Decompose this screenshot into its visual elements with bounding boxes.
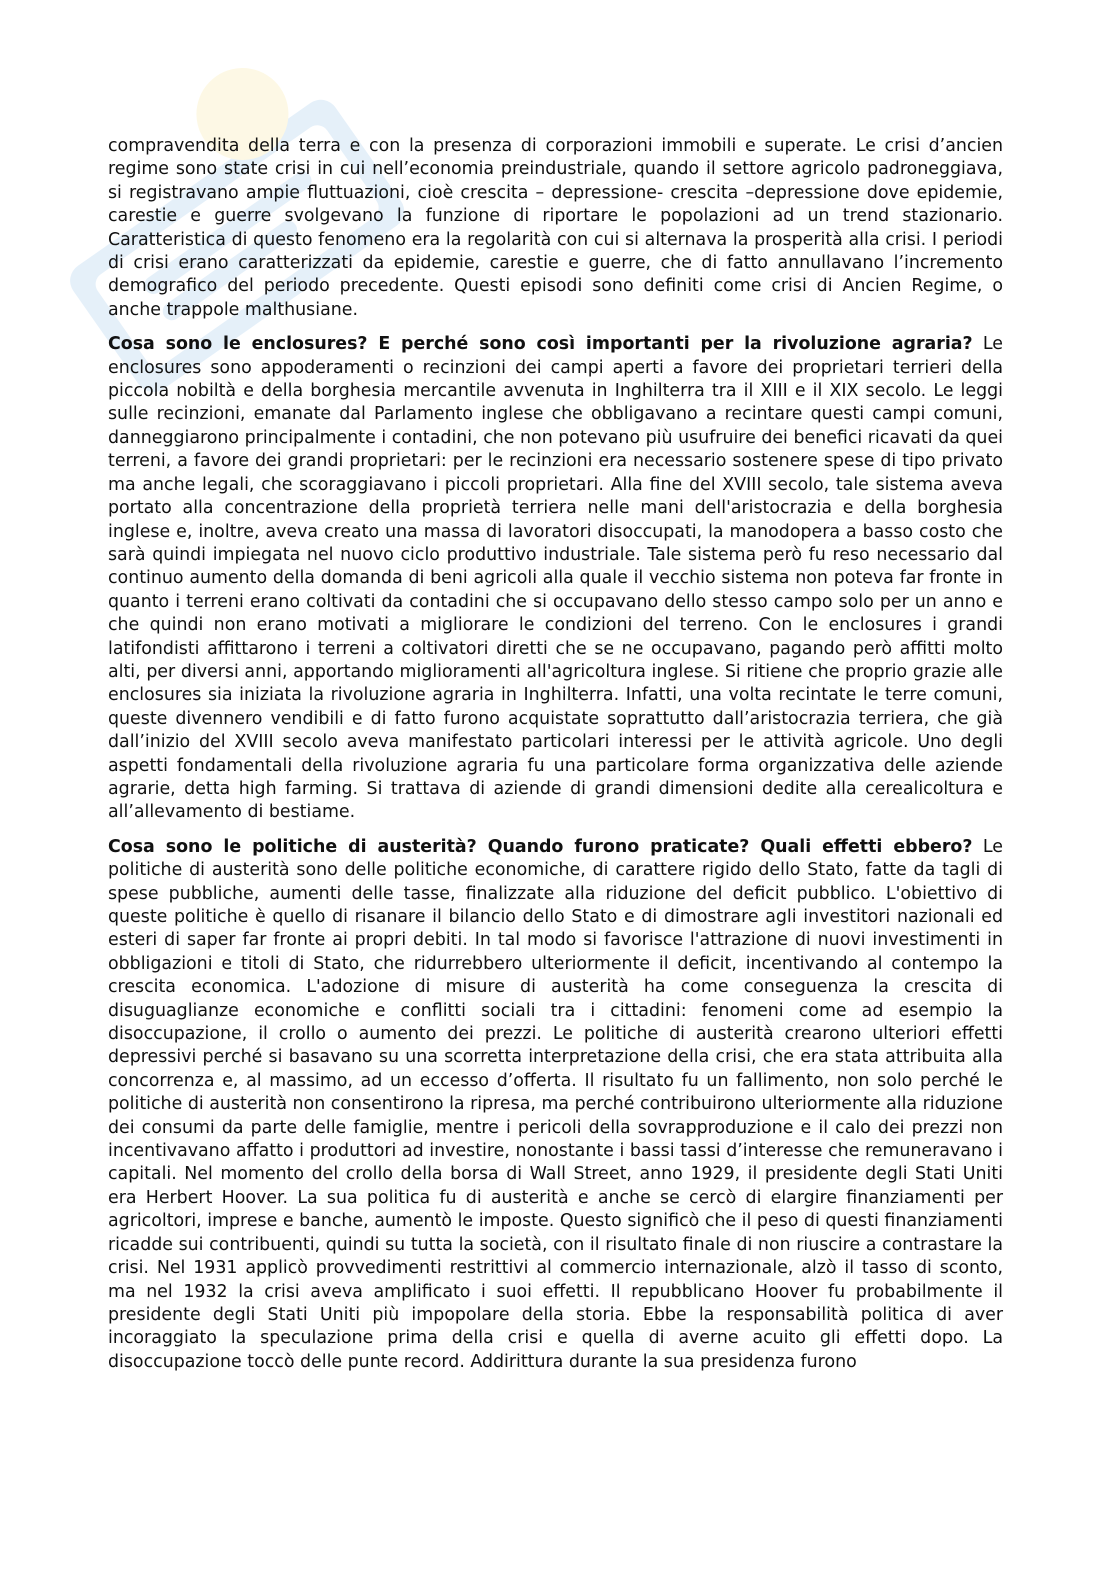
paragraph-body: Le enclosures sono appoderamenti o recinzioni dei campi aperti a favore dei proprietari terrieri della piccola nobiltà e della borghesia mercantile avvenuta in Inghilterra tra il XIII e il XIX secolo. Le leggi sulle recinzioni, emanate dal Parlamento inglese che obbligavano a recintare questi campi comuni, danneggiarono principalmente i contadini, che non potevano più usufruire dei benefici ricavati da quei terreni, a favore dei grandi proprietari: per le recinzioni era necessario sostenere spese di tipo privato ma anche legali, che scoraggiavano i piccoli proprietari. Alla fine del XVIII secolo, tale sistema aveva portato alla concentrazione della proprietà terriera nelle mani dell'aristocrazia e della borghesia inglese e, inoltre, aveva creato una massa di lavoratori disoccupati, la manodopera a basso costo che sarà quindi impiegata nel nuovo ciclo produttivo industriale. Tale sistema però fu reso necessario dal continuo aumento della domanda di beni agricoli alla quale il vecchio sistema non poteva far fronte in quanto i terreni erano coltivati da contadini che si occupavano dello stesso campo solo per un anno e che quindi non erano motivati a migliorare le condizioni del terreno. Con le enclosures i grandi latifondisti affittarono i terreni a coltivatori diretti che se ne occupavano, pagando però affitti molto alti, per diversi anni, apportando miglioramenti all'agricoltura inglese. Si ritiene che proprio grazie alle enclosures sia iniziata la rivoluzione agraria in Inghilterra. Infatti, una volta recintate le terre comuni, queste divennero vendibili e di fatto furono acquistate soprattutto dall’aristocrazia terriera, che già dall’inizio del XVIII secolo aveva manifestato particolari interessi per le attività agricole. Uno degli aspetti fondamentali della rivoluzione agraria fu una particolare forma organizzativa delle aziende agrarie, detta high farming. Si trattava di aziende di grandi dimensioni dedite alla cerealicoltura e all’allevamento di bestiame.: [108, 334, 1003, 823]
paragraph-body: Le politiche di austerità sono delle politiche economiche, di carattere rigido dello Stato, fatte da tagli di spese pubbliche, aumenti delle tasse, finalizzate alla riduzione del deficit pubblico. L'obiettivo di queste politiche è quello di risanare il bilancio dello Stato e di dimostrare agli investitori nazionali ed esteri di saper far fronte ai propri debiti. In tal modo si favorisce l'attrazione di nuovi investimenti in obbligazioni e titoli di Stato, che ridurrebbero ulteriormente il deficit, incentivando al contempo la crescita economica. L'adozione di misure di austerità ha come conseguenza la crescita di disuguaglianze economiche e conflitti sociali tra i cittadini: fenomeni come ad esempio la disoccupazione, il crollo o aumento dei prezzi. Le politiche di austerità crearono ulteriori effetti depressivi perché si basavano su una scorretta interpretazione della crisi, che era stata attribuita alla concorrenza e, al massimo, ad un eccesso d’offerta. Il risultato fu un fallimento, non solo perché le politiche di austerità non consentirono la ripresa, ma perché contribuirono ulteriormente alla riduzione dei consumi da parte delle famiglie, mentre i pericoli della sovrapproduzione e il calo dei prezzi non incentivavano affatto i produttori ad investire, nonostante i bassi tassi d’interesse che remuneravano i capitali. Nel momento del crollo della borsa di Wall Street, anno 1929, il presidente degli Stati Uniti era Herbert Hoover. La sua politica fu di austerità e anche se cercò di elargire finanziamenti per agricoltori, imprese e banche, aumentò le imposte. Questo significò che il peso di questi finanziamenti ricadde sui contribuenti, quindi su tutta la società, con il risultato finale di non riuscire a contrastare la crisi. Nel 1931 applicò provvedimenti restrittivi al commercio internazionale, alzò il tasso di sconto, ma nel 1932 la crisi aveva amplificato i suoi effetti. Il repubblicano Hoover fu probabilmente il presidente degli Stati Uniti più impopolare della storia. Ebbe la responsabilità politica di aver incoraggiato la speculazione prima della crisi e quella di averne acuito gli effetti dopo. La disoccupazione toccò delle punte record. Addirittura durante la sua presidenza furono: [108, 836, 1003, 1372]
document-page: [108, 135, 1003, 1385]
paragraph-question: Cosa sono le politiche di austerità? Quando furono praticate? Quali effetti ebbero?: [108, 836, 973, 857]
paragraph-question: Cosa sono le enclosures? E perché sono così importanti per la rivoluzione agraria?: [108, 334, 973, 355]
paragraph-ancien-regime: [108, 135, 1003, 322]
paragraph-enclosures: [108, 333, 1003, 825]
paragraph-body: compravendita della terra e con la presenza di corporazioni immobili e superate. Le crisi d’ancien regime sono state crisi in cui nell’economia preindustriale, quando il settore agricolo padroneggiava, si registravano ampie fluttuazioni, cioè crescita – depressione- crescita –depressione dove epidemie, carestie e guerre svolgevano la funzione di riportare le popolazioni ad un trend stazionario. Caratteristica di questo fenomeno era la regolarità con cui si alternava la prosperità alla crisi. I periodi di crisi erano caratterizzati da epidemie, carestie e guerre, che di fatto annullavano l’incremento demografico del periodo precedente. Questi episodi sono definiti come crisi di Ancien Regime, o anche trappole malthusiane.: [108, 136, 1003, 320]
paragraph-austerity: [108, 836, 1003, 1374]
